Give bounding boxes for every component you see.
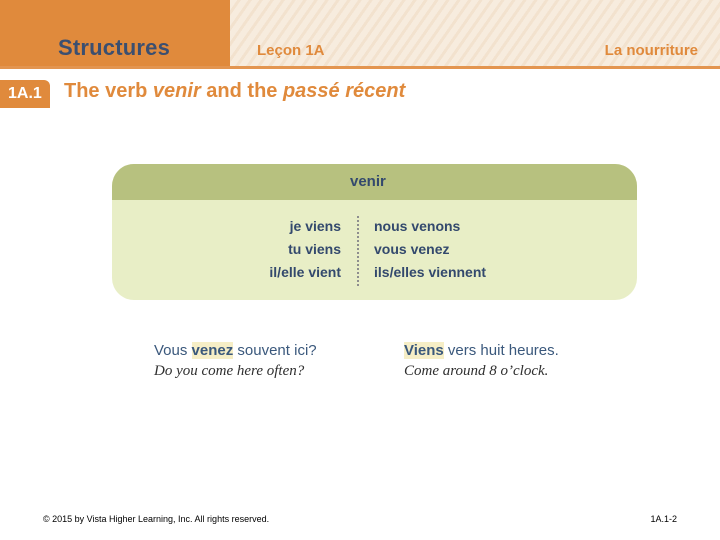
- example-text: souvent ici?: [233, 342, 317, 359]
- plural-form: ils/elles viennent: [374, 264, 487, 280]
- column-divider: [357, 216, 359, 286]
- slide-number: 1A.1-2: [650, 514, 677, 524]
- example-text: Vous: [154, 342, 192, 359]
- singular-form: je viens: [289, 218, 341, 234]
- example-verb-highlight: venez: [191, 342, 234, 359]
- section-badge: 1A.1: [0, 80, 50, 108]
- conjugation-verb: venir: [350, 173, 386, 190]
- conjugation-header: [112, 164, 637, 200]
- conjugation-table: [112, 164, 637, 300]
- singular-form: il/elle vient: [269, 264, 341, 280]
- copyright-notice: © 2015 by Vista Higher Learning, Inc. All rights reserved.: [43, 514, 270, 524]
- example-french: [154, 342, 317, 359]
- example-french: [404, 342, 559, 359]
- title-term: passé récent: [282, 80, 406, 102]
- title-verb: venir: [152, 80, 201, 102]
- theme-label: La nourriture: [604, 42, 698, 59]
- singular-form: tu viens: [288, 241, 341, 257]
- title-prefix: The verb: [64, 80, 153, 102]
- plural-form: nous venons: [374, 218, 461, 234]
- example-verb-highlight: Viens: [404, 342, 444, 359]
- example-english: Do you come here often?: [154, 363, 305, 379]
- page-title: [64, 80, 405, 103]
- example-text: vers huit heures.: [443, 342, 559, 359]
- plural-form: vous venez: [374, 241, 450, 257]
- lesson-label: Leçon 1A: [257, 42, 325, 59]
- header-band: [0, 0, 720, 66]
- example-english: Come around 8 o’clock.: [404, 363, 549, 379]
- title-middle: and the: [200, 80, 283, 102]
- header-divider: [0, 66, 720, 69]
- section-title: Structures: [58, 35, 171, 60]
